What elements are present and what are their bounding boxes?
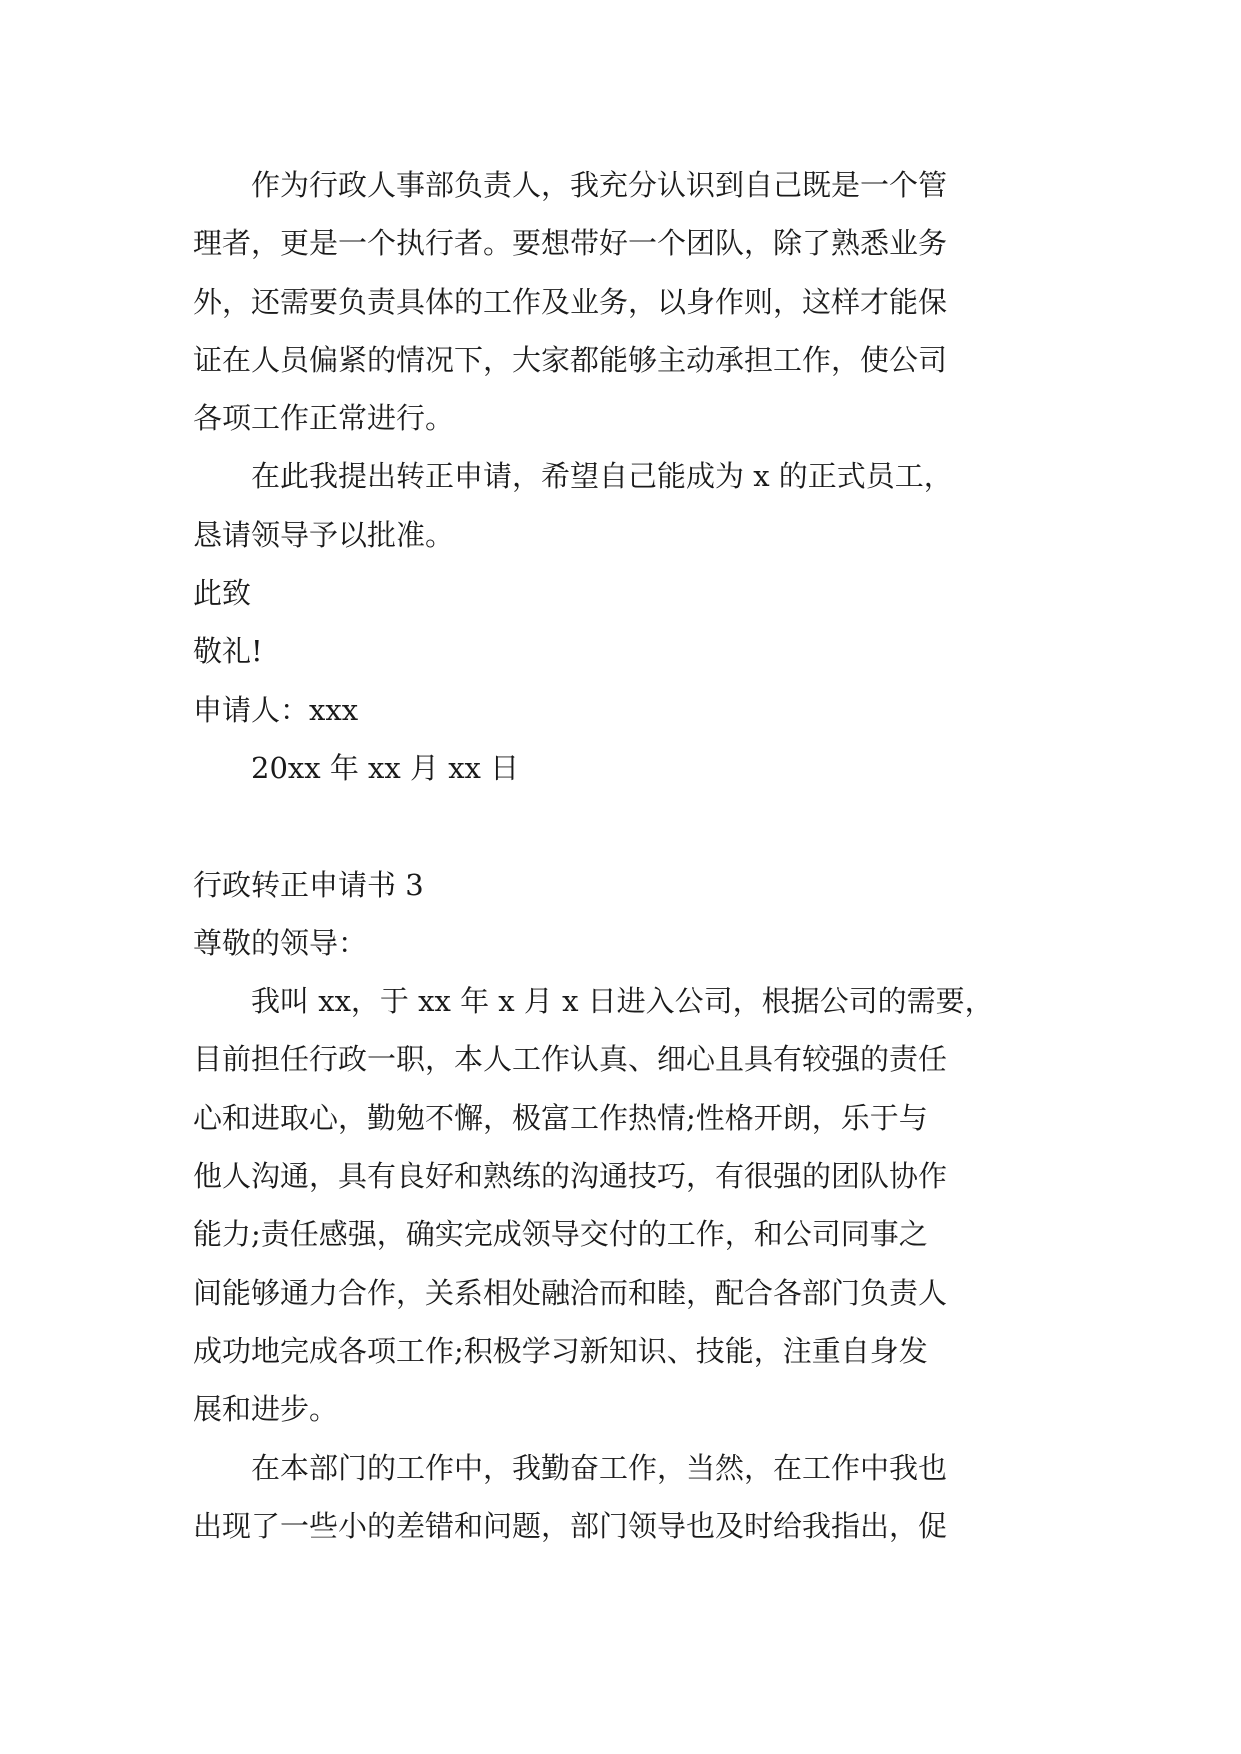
section-title: 行政转正申请书 3 (193, 867, 424, 902)
paragraph-line: 我叫 xx，于 xx 年 x 月 x 日进入公司，根据公司的需要， (193, 984, 994, 1019)
paragraph-line: 心和进取心，勤勉不懈，极富工作热情;性格开朗，乐于与 (193, 1100, 928, 1135)
paragraph-line: 展和进步。 (193, 1392, 339, 1427)
paragraph-line: 在此我提出转正申请，希望自己能成为 x 的正式员工， (193, 459, 953, 494)
paragraph-line: 外，还需要负责具体的工作及业务，以身作则，这样才能保 (193, 284, 948, 319)
section-gap (193, 797, 1053, 855)
paragraph-line: 理者，更是一个执行者。要想带好一个团队，除了熟悉业务 (193, 226, 948, 261)
paragraph-line: 作为行政人事部负责人，我充分认识到自己既是一个管 (193, 168, 948, 202)
paragraph-line: 证在人员偏紧的情况下，大家都能够主动承担工作，使公司 (193, 342, 948, 377)
paragraph-line: 成功地完成各项工作;积极学习新知识、技能，注重自身发 (193, 1333, 928, 1368)
closing-salutation: 此致 (193, 576, 252, 611)
paragraph-line: 能力;责任感强，确实完成领导交付的工作，和公司同事之 (193, 1217, 928, 1252)
closing-regards: 敬礼! (193, 634, 263, 669)
paragraph-line: 出现了一些小的差错和问题，部门领导也及时给我指出，促 (193, 1508, 948, 1543)
applicant-name: 申请人：xxx (193, 692, 359, 727)
greeting: 尊敬的领导： (193, 925, 368, 960)
document-body (193, 156, 1053, 1555)
paragraph-line: 目前担任行政一职，本人工作认真、细心且具有较强的责任 (193, 1042, 948, 1077)
paragraph-line: 他人沟通，具有良好和熟练的沟通技巧，有很强的团队协作 (193, 1159, 948, 1194)
application-date: 20xx 年 xx 月 xx 日 (193, 750, 520, 785)
paragraph-line: 间能够通力合作，关系相处融洽而和睦，配合各部门负责人 (193, 1275, 948, 1310)
paragraph-line: 恳请领导予以批准。 (193, 517, 455, 552)
paragraph-line: 各项工作正常进行。 (193, 401, 455, 436)
paragraph-line: 在本部门的工作中，我勤奋工作，当然，在工作中我也 (193, 1450, 948, 1485)
